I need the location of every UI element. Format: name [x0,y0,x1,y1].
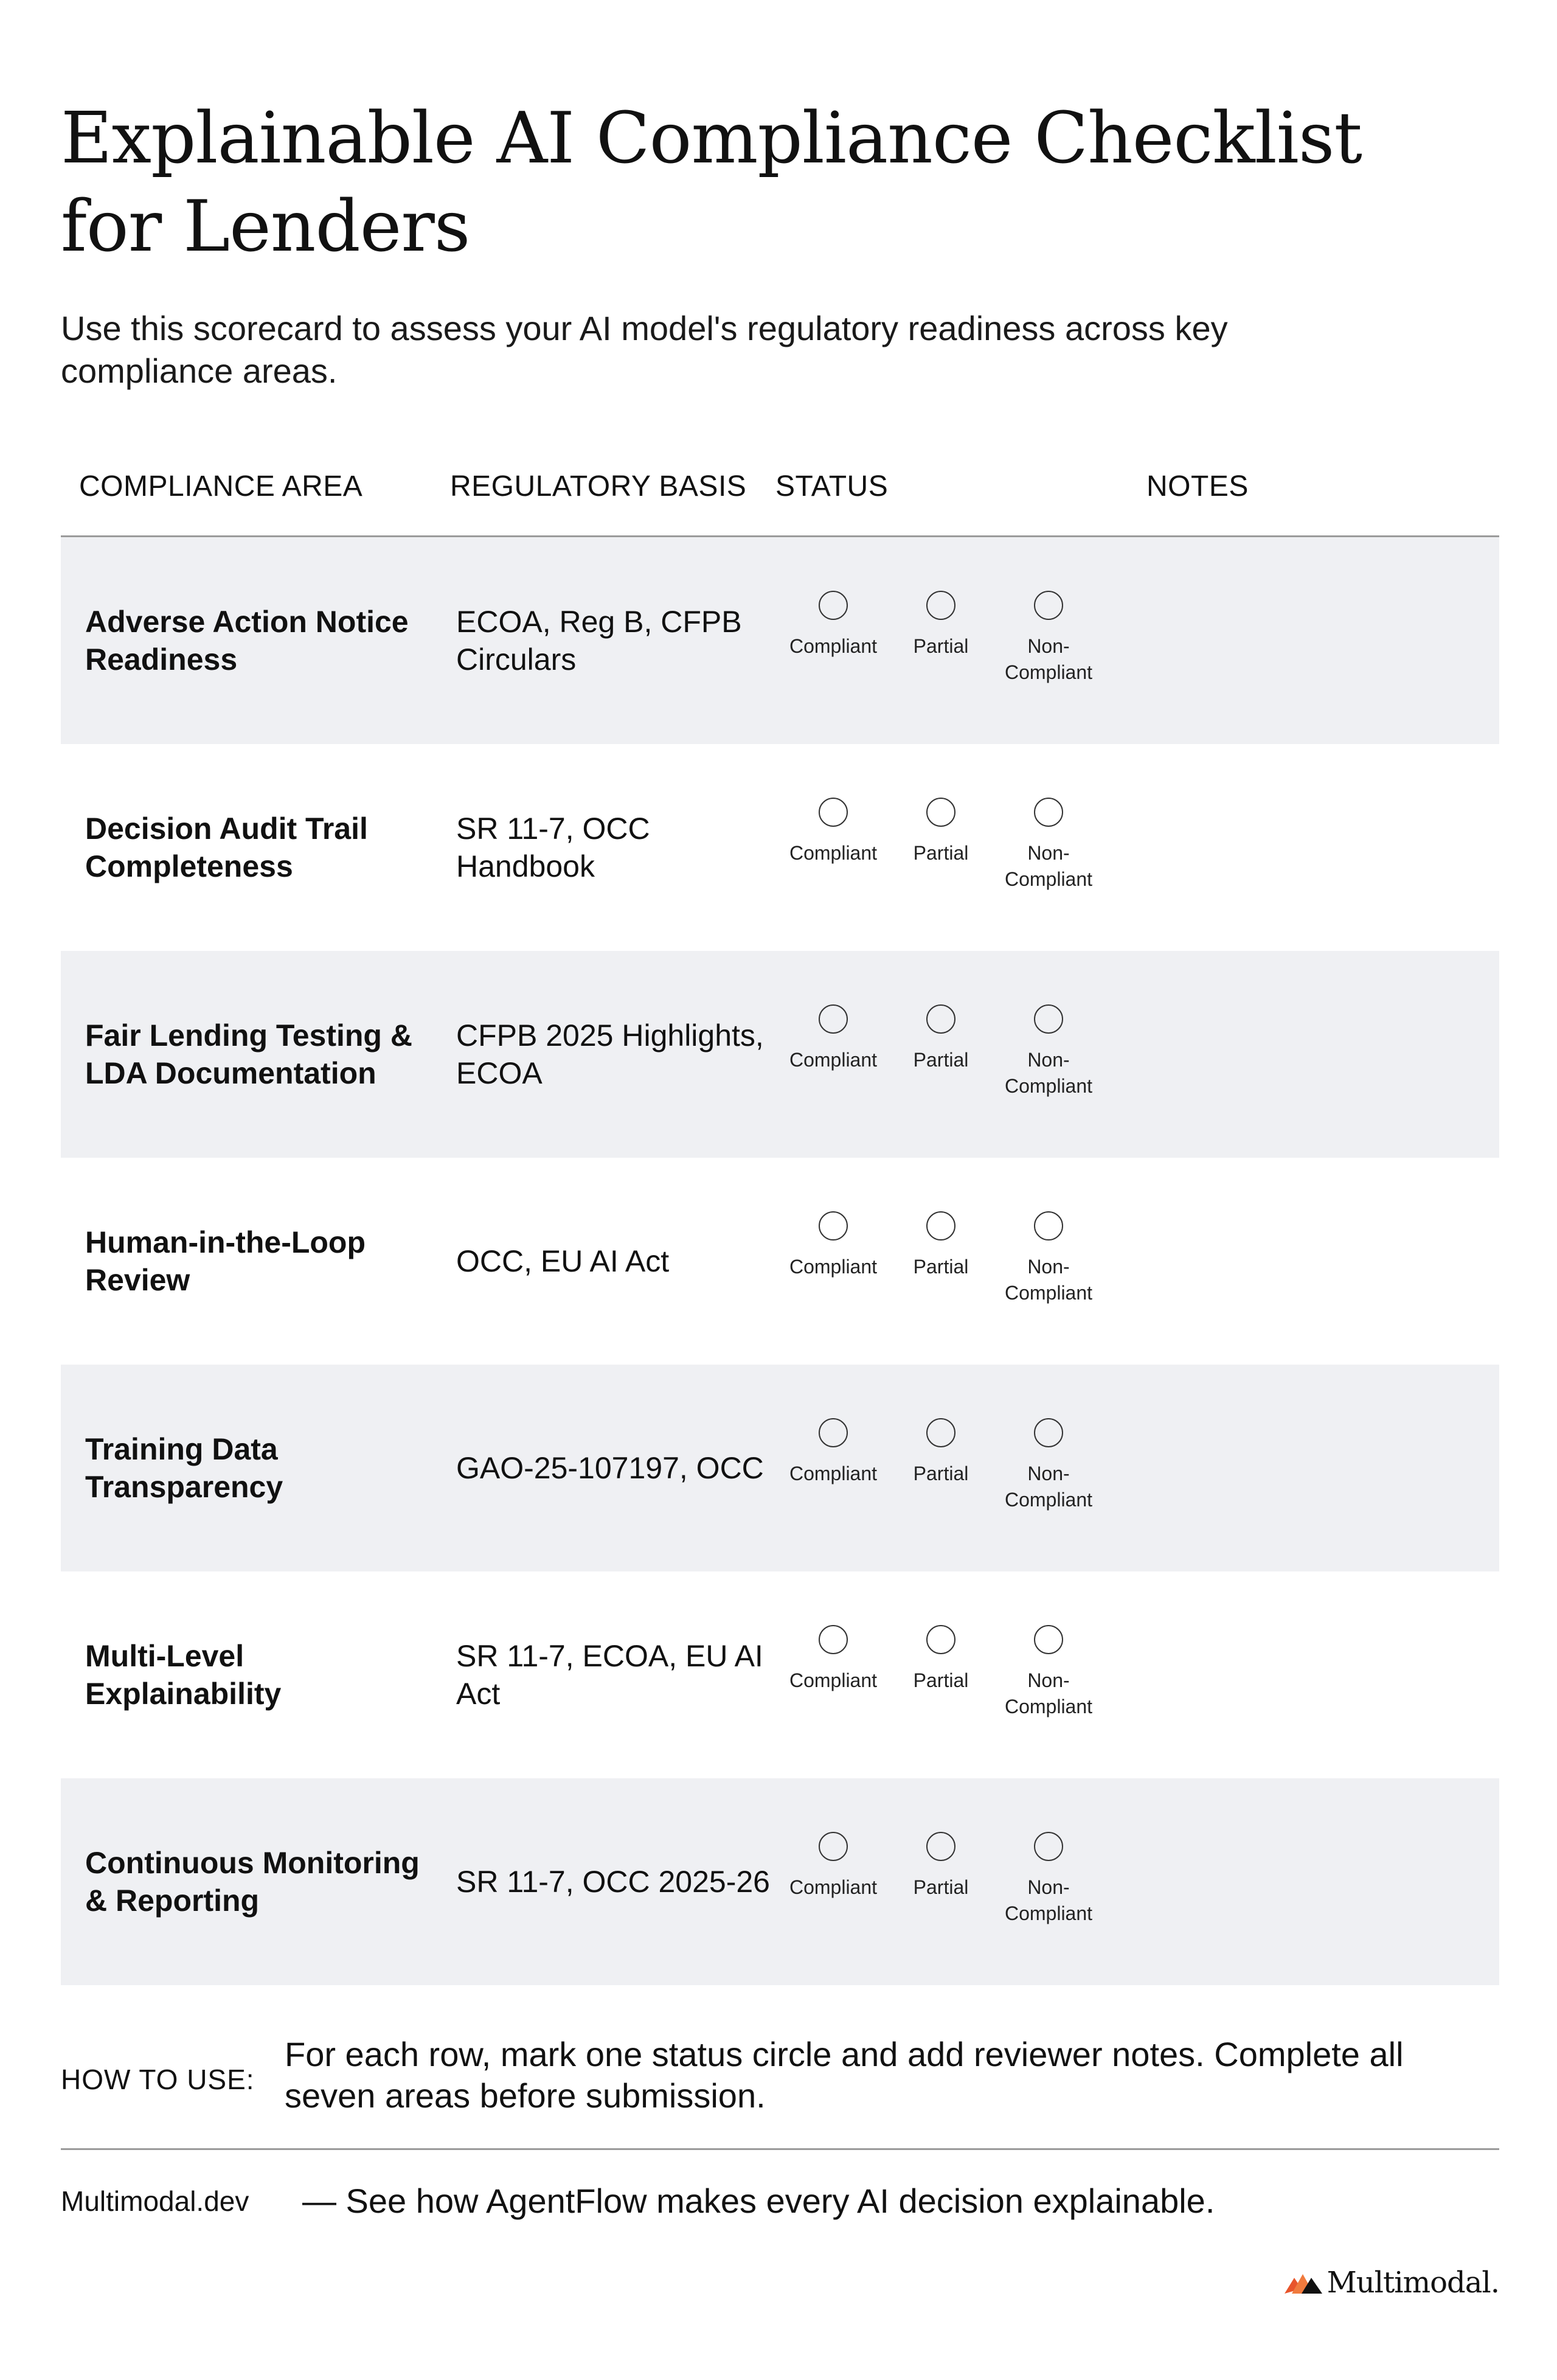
status-radio-circle[interactable] [926,1004,955,1034]
status-radio-circle[interactable] [819,1625,848,1654]
notes-cell[interactable] [1186,1778,1490,1985]
status-radio-circle[interactable] [926,1625,955,1654]
status-radio-circle[interactable] [819,1004,848,1034]
status-radio-circle[interactable] [819,1832,848,1861]
status-option-label: Compliant [789,635,878,657]
status-option[interactable] [880,1004,1002,1073]
status-option-label: Non- Compliant [1004,635,1093,683]
status-option[interactable] [988,1418,1109,1513]
table-row [61,1571,1499,1778]
brand-name: Multimodal. [1326,2266,1499,2300]
table-row [61,537,1499,744]
status-radio-circle[interactable] [1034,1418,1063,1447]
title-line-2: for Lenders [61,186,470,268]
footer-cta-text: — See how AgentFlow makes every AI decision explainable. [302,2182,1215,2220]
status-option-label: Non- Compliant [1004,842,1093,890]
regulatory-basis-cell: CFPB 2025 Highlights, ECOA [456,1018,764,1090]
notes-cell[interactable] [1186,537,1490,744]
notes-cell[interactable] [1186,1158,1490,1365]
page-title [61,94,1399,271]
status-option[interactable] [880,1211,1002,1280]
compliance-area-cell: Multi-Level Explainability [85,1639,282,1711]
status-option-label: Non- Compliant [1004,1669,1093,1717]
regulatory-basis-cell: GAO-25-107197, OCC [456,1451,764,1485]
table-row [61,951,1499,1158]
footer-divider [61,2148,1499,2150]
compliance-area-cell: Training Data Transparency [85,1432,283,1504]
status-radio-circle[interactable] [819,1418,848,1447]
status-option-label: Compliant [789,1049,878,1071]
table-row [61,1365,1499,1571]
multimodal-logo-icon [1283,2269,1323,2296]
table-row [61,1778,1499,1985]
column-header-regulatory-basis: REGULATORY BASIS [450,470,747,503]
status-option[interactable] [988,1625,1109,1720]
status-radio-circle[interactable] [819,591,848,620]
table-header [61,468,1499,537]
status-option-label: Compliant [789,1876,878,1898]
status-radio-circle[interactable] [1034,591,1063,620]
brand-mark [1283,2264,1499,2301]
table-row [61,744,1499,951]
regulatory-basis-cell: SR 11-7, OCC Handbook [456,812,650,883]
status-option-label: Compliant [789,1463,878,1484]
status-option-label: Partial [913,1669,969,1691]
status-option-label: Partial [913,1876,969,1898]
column-header-notes: NOTES [1146,470,1249,503]
how-to-use-label: HOW TO USE: [61,2064,255,2095]
status-option[interactable] [880,591,1002,659]
how-to-use-text: For each row, mark one status circle and add reviewer notes. Complete all seven areas before submission. [285,2035,1404,2115]
regulatory-basis-cell: SR 11-7, ECOA, EU AI Act [456,1639,763,1711]
status-option[interactable] [772,1418,894,1487]
status-option[interactable] [772,1832,894,1901]
regulatory-basis-cell: SR 11-7, OCC 2025-26 [456,1865,770,1899]
status-radio-circle[interactable] [819,1211,848,1240]
status-radio-circle[interactable] [819,798,848,827]
status-radio-circle[interactable] [1034,1211,1063,1240]
checklist-table-body [61,537,1499,1985]
compliance-area-cell: Fair Lending Testing & LDA Documentation [85,1018,412,1090]
status-option[interactable] [772,1004,894,1073]
status-option-label: Compliant [789,842,878,864]
status-radio-circle[interactable] [1034,798,1063,827]
page-subtitle: Use this scorecard to assess your AI model's regulatory readiness across key compliance areas. [61,309,1228,390]
notes-cell[interactable] [1186,744,1490,951]
status-option[interactable] [772,591,894,659]
status-option-label: Compliant [789,1669,878,1691]
status-option-label: Non- Compliant [1004,1049,1093,1097]
status-option[interactable] [988,1211,1109,1306]
table-row [61,1158,1499,1365]
status-option-label: Partial [913,1049,969,1071]
compliance-area-cell: Adverse Action Notice Readiness [85,605,409,677]
status-option-label: Partial [913,1463,969,1484]
status-option-label: Non- Compliant [1004,1876,1093,1924]
status-radio-circle[interactable] [926,1211,955,1240]
column-header-compliance-area: COMPLIANCE AREA [79,470,363,503]
status-option[interactable] [880,1625,1002,1694]
status-radio-circle[interactable] [926,1832,955,1861]
status-option[interactable] [880,1418,1002,1487]
status-option[interactable] [880,798,1002,866]
status-radio-circle[interactable] [1034,1625,1063,1654]
status-option[interactable] [988,591,1109,686]
status-option[interactable] [772,798,894,866]
regulatory-basis-cell: OCC, EU AI Act [456,1244,670,1278]
status-option-label: Non- Compliant [1004,1463,1093,1511]
status-option-label: Compliant [789,1256,878,1278]
status-option-label: Partial [913,1256,969,1278]
status-radio-circle[interactable] [1034,1832,1063,1861]
regulatory-basis-cell: ECOA, Reg B, CFPB Circulars [456,605,742,677]
status-option-label: Partial [913,635,969,657]
compliance-area-cell: Decision Audit Trail Completeness [85,812,368,883]
compliance-area-cell: Human-in-the-Loop Review [85,1225,366,1297]
footer-site-link[interactable]: Multimodal.dev [61,2185,249,2217]
status-option[interactable] [988,798,1109,892]
status-option[interactable] [988,1832,1109,1927]
title-line-1: Explainable AI Compliance Checklist [61,97,1362,179]
notes-cell[interactable] [1186,1365,1490,1571]
status-radio-circle[interactable] [926,591,955,620]
status-radio-circle[interactable] [1034,1004,1063,1034]
column-header-status: STATUS [775,470,889,503]
status-option[interactable] [772,1211,894,1280]
status-option[interactable] [772,1625,894,1694]
notes-cell[interactable] [1186,1571,1490,1778]
status-option-label: Partial [913,842,969,864]
status-option-label: Non- Compliant [1004,1256,1093,1304]
status-option[interactable] [880,1832,1002,1901]
status-option[interactable] [988,1004,1109,1099]
compliance-area-cell: Continuous Monitoring & Reporting [85,1846,420,1918]
notes-cell[interactable] [1186,951,1490,1158]
status-radio-circle[interactable] [926,798,955,827]
status-radio-circle[interactable] [926,1418,955,1447]
